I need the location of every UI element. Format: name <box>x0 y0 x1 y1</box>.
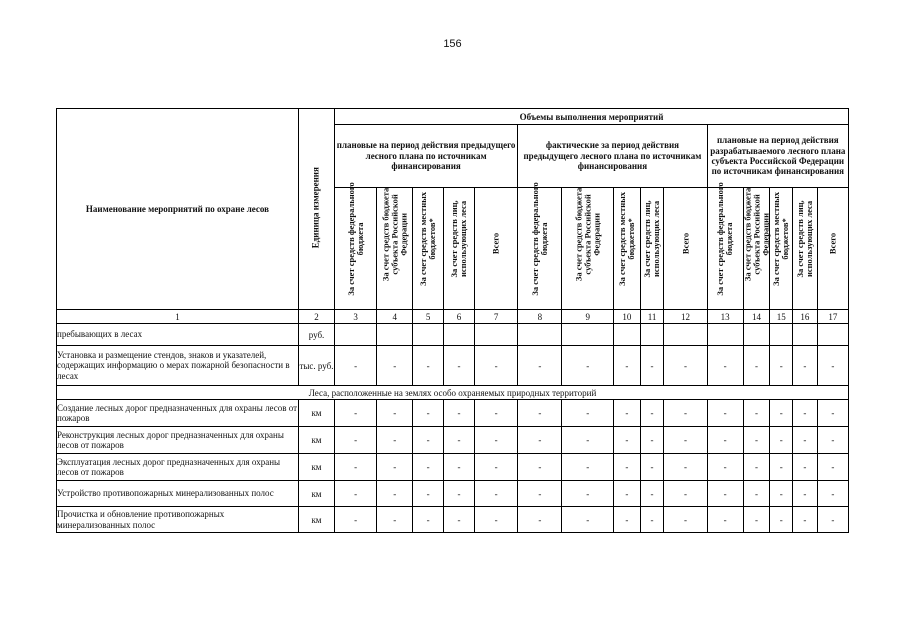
value-cell: - <box>640 481 664 507</box>
table-row <box>57 324 849 346</box>
value-cell: - <box>444 454 475 481</box>
row-name: Установка и размещение стендов, знаков и указателей, содержащих информацию о мерах пожарной безопасности в лесах <box>57 346 299 386</box>
column-number-cell: 11 <box>640 310 664 324</box>
row-name: Создание лесных дорог предназначенных для охраны лесов от пожаров <box>57 400 299 427</box>
value-cell: - <box>377 481 413 507</box>
value-cell: - <box>444 346 475 386</box>
table-row <box>57 454 849 481</box>
value-cell: - <box>743 427 770 454</box>
value-cell: - <box>664 400 707 427</box>
value-cell: - <box>793 454 818 481</box>
value-cell <box>444 324 475 346</box>
value-cell: - <box>707 454 743 481</box>
subheader-total: Всего <box>664 188 707 310</box>
value-cell: - <box>562 427 613 454</box>
subheader-local-budgets: За счет средств местных бюджетов* <box>413 188 444 310</box>
row-name: Прочистка и обновление противопожарных минерализованных полос <box>57 507 299 533</box>
value-cell <box>793 324 818 346</box>
column-number-cell: 5 <box>413 310 444 324</box>
table-row <box>57 427 849 454</box>
column-number-cell: 14 <box>743 310 770 324</box>
value-cell: - <box>474 507 517 533</box>
column-number-cell: 4 <box>377 310 413 324</box>
value-cell: - <box>770 454 793 481</box>
value-cell: - <box>793 400 818 427</box>
value-cell: - <box>817 400 848 427</box>
column-number-cell: 8 <box>518 310 562 324</box>
value-cell: - <box>817 454 848 481</box>
value-cell: - <box>335 454 377 481</box>
value-cell: - <box>793 427 818 454</box>
value-cell: - <box>770 507 793 533</box>
value-cell: - <box>335 427 377 454</box>
value-cell: - <box>377 346 413 386</box>
column-number-cell: 12 <box>664 310 707 324</box>
subheader-total: Всего <box>474 188 517 310</box>
section-title: Леса, расположенные на землях особо охраняемых природных территорий <box>57 386 849 400</box>
value-cell: - <box>664 346 707 386</box>
table-row <box>57 507 849 533</box>
table-row <box>57 481 849 507</box>
volumes-header: Объемы выполнения мероприятий <box>335 109 849 125</box>
column-numbers-row <box>57 310 849 324</box>
value-cell <box>707 324 743 346</box>
value-cell: - <box>562 481 613 507</box>
value-cell: - <box>664 507 707 533</box>
value-cell: - <box>640 346 664 386</box>
value-cell: - <box>817 427 848 454</box>
subheader-federal-budget: За счет средств федерального бюджета <box>335 188 377 310</box>
value-cell: - <box>474 346 517 386</box>
column-number-cell: 9 <box>562 310 613 324</box>
value-cell: - <box>817 481 848 507</box>
value-cell: - <box>413 481 444 507</box>
value-cell: - <box>743 454 770 481</box>
subheader-local-budgets: За счет средств местных бюджетов* <box>770 188 793 310</box>
row-name: Устройство противопожарных минерализованных полос <box>57 481 299 507</box>
value-cell: - <box>518 507 562 533</box>
value-cell: - <box>743 507 770 533</box>
value-cell: - <box>664 427 707 454</box>
page-number: 156 <box>443 38 462 50</box>
row-name: Реконструкция лесных дорог предназначенных для охраны лесов от пожаров <box>57 427 299 454</box>
value-cell: - <box>640 507 664 533</box>
value-cell <box>335 324 377 346</box>
value-cell: - <box>335 346 377 386</box>
value-cell: - <box>640 427 664 454</box>
row-unit: км <box>298 454 334 481</box>
value-cell <box>640 324 664 346</box>
value-cell: - <box>335 400 377 427</box>
value-cell: - <box>474 400 517 427</box>
value-cell <box>613 324 640 346</box>
value-cell: - <box>770 346 793 386</box>
value-cell: - <box>613 427 640 454</box>
value-cell: - <box>707 346 743 386</box>
value-cell: - <box>474 481 517 507</box>
column-number-cell: 7 <box>474 310 517 324</box>
value-cell: - <box>613 454 640 481</box>
group-header-planned-current: плановые на период действия разрабатываемого лесного плана субъекта Российской Федерации по источникам финансирования <box>707 125 848 188</box>
value-cell: - <box>613 481 640 507</box>
value-cell: - <box>640 454 664 481</box>
name-column-header: Наименование мероприятий по охране лесов <box>57 109 299 310</box>
table-row <box>57 346 849 386</box>
value-cell: - <box>518 427 562 454</box>
value-cell: - <box>518 481 562 507</box>
value-cell: - <box>707 427 743 454</box>
value-cell: - <box>444 427 475 454</box>
value-cell: - <box>793 481 818 507</box>
subheader-federal-budget: За счет средств федерального бюджета <box>518 188 562 310</box>
value-cell: - <box>413 400 444 427</box>
subheader-regional-budget: За счет средств бюджета субъекта Российской Федерации <box>377 188 413 310</box>
subheader-regional-budget: За счет средств бюджета субъекта Российской Федерации <box>562 188 613 310</box>
value-cell <box>743 324 770 346</box>
value-cell: - <box>707 507 743 533</box>
subheader-forest-users: За счет средств лиц, использующих леса <box>793 188 818 310</box>
value-cell: - <box>562 400 613 427</box>
row-unit: км <box>298 427 334 454</box>
subheader-local-budgets: За счет средств местных бюджетов* <box>613 188 640 310</box>
table-row <box>57 400 849 427</box>
value-cell: - <box>562 454 613 481</box>
value-cell: - <box>562 346 613 386</box>
column-number-cell: 15 <box>770 310 793 324</box>
value-cell: - <box>377 454 413 481</box>
group-header-planned-previous: плановые на период действия предыдущего лесного плана по источникам финансирования <box>335 125 518 188</box>
value-cell: - <box>444 481 475 507</box>
value-cell: - <box>613 507 640 533</box>
unit-column-header: Единица измерения <box>298 109 334 310</box>
column-number-cell: 1 <box>57 310 299 324</box>
row-unit: руб. <box>298 324 334 346</box>
subheader-regional-budget: За счет средств бюджета субъекта Российской Федерации <box>743 188 770 310</box>
row-unit: км <box>298 507 334 533</box>
value-cell: - <box>770 481 793 507</box>
subheader-forest-users: За счет средств лиц, использующих леса <box>444 188 475 310</box>
value-cell: - <box>377 507 413 533</box>
value-cell <box>770 324 793 346</box>
value-cell: - <box>335 481 377 507</box>
value-cell: - <box>793 507 818 533</box>
value-cell: - <box>444 400 475 427</box>
row-unit: км <box>298 481 334 507</box>
value-cell: - <box>770 427 793 454</box>
column-number-cell: 13 <box>707 310 743 324</box>
value-cell: - <box>518 454 562 481</box>
value-cell: - <box>377 427 413 454</box>
value-cell: - <box>743 400 770 427</box>
group-header-actual-previous: фактические за период действия предыдущего лесного плана по источникам финансирования <box>518 125 707 188</box>
value-cell <box>377 324 413 346</box>
value-cell: - <box>743 481 770 507</box>
value-cell: - <box>377 400 413 427</box>
value-cell: - <box>335 507 377 533</box>
value-cell: - <box>743 346 770 386</box>
value-cell: - <box>474 427 517 454</box>
subheader-forest-users: За счет средств лиц, использующих леса <box>640 188 664 310</box>
value-cell <box>518 324 562 346</box>
value-cell: - <box>707 481 743 507</box>
row-unit: тыс. руб. <box>298 346 334 386</box>
value-cell: - <box>793 346 818 386</box>
value-cell <box>817 324 848 346</box>
value-cell <box>413 324 444 346</box>
fire-protection-table <box>56 108 849 533</box>
column-number-cell: 2 <box>298 310 334 324</box>
column-number-cell: 6 <box>444 310 475 324</box>
value-cell <box>562 324 613 346</box>
value-cell: - <box>664 481 707 507</box>
value-cell: - <box>413 454 444 481</box>
row-unit: км <box>298 400 334 427</box>
value-cell: - <box>613 346 640 386</box>
column-number-cell: 10 <box>613 310 640 324</box>
value-cell: - <box>518 400 562 427</box>
value-cell: - <box>613 400 640 427</box>
value-cell: - <box>413 427 444 454</box>
row-name: Эксплуатация лесных дорог предназначенных для охраны лесов от пожаров <box>57 454 299 481</box>
column-number-cell: 16 <box>793 310 818 324</box>
value-cell: - <box>664 454 707 481</box>
column-number-cell: 17 <box>817 310 848 324</box>
value-cell: - <box>770 400 793 427</box>
value-cell: - <box>707 400 743 427</box>
value-cell: - <box>474 454 517 481</box>
subheader-total: Всего <box>817 188 848 310</box>
value-cell: - <box>413 346 444 386</box>
value-cell: - <box>640 400 664 427</box>
value-cell: - <box>562 507 613 533</box>
value-cell: - <box>817 507 848 533</box>
subheader-federal-budget: За счет средств федерального бюджета <box>707 188 743 310</box>
value-cell: - <box>518 346 562 386</box>
value-cell: - <box>817 346 848 386</box>
row-name: пребывающих в лесах <box>57 324 299 346</box>
column-number-cell: 3 <box>335 310 377 324</box>
value-cell <box>664 324 707 346</box>
value-cell <box>474 324 517 346</box>
value-cell: - <box>444 507 475 533</box>
value-cell: - <box>413 507 444 533</box>
